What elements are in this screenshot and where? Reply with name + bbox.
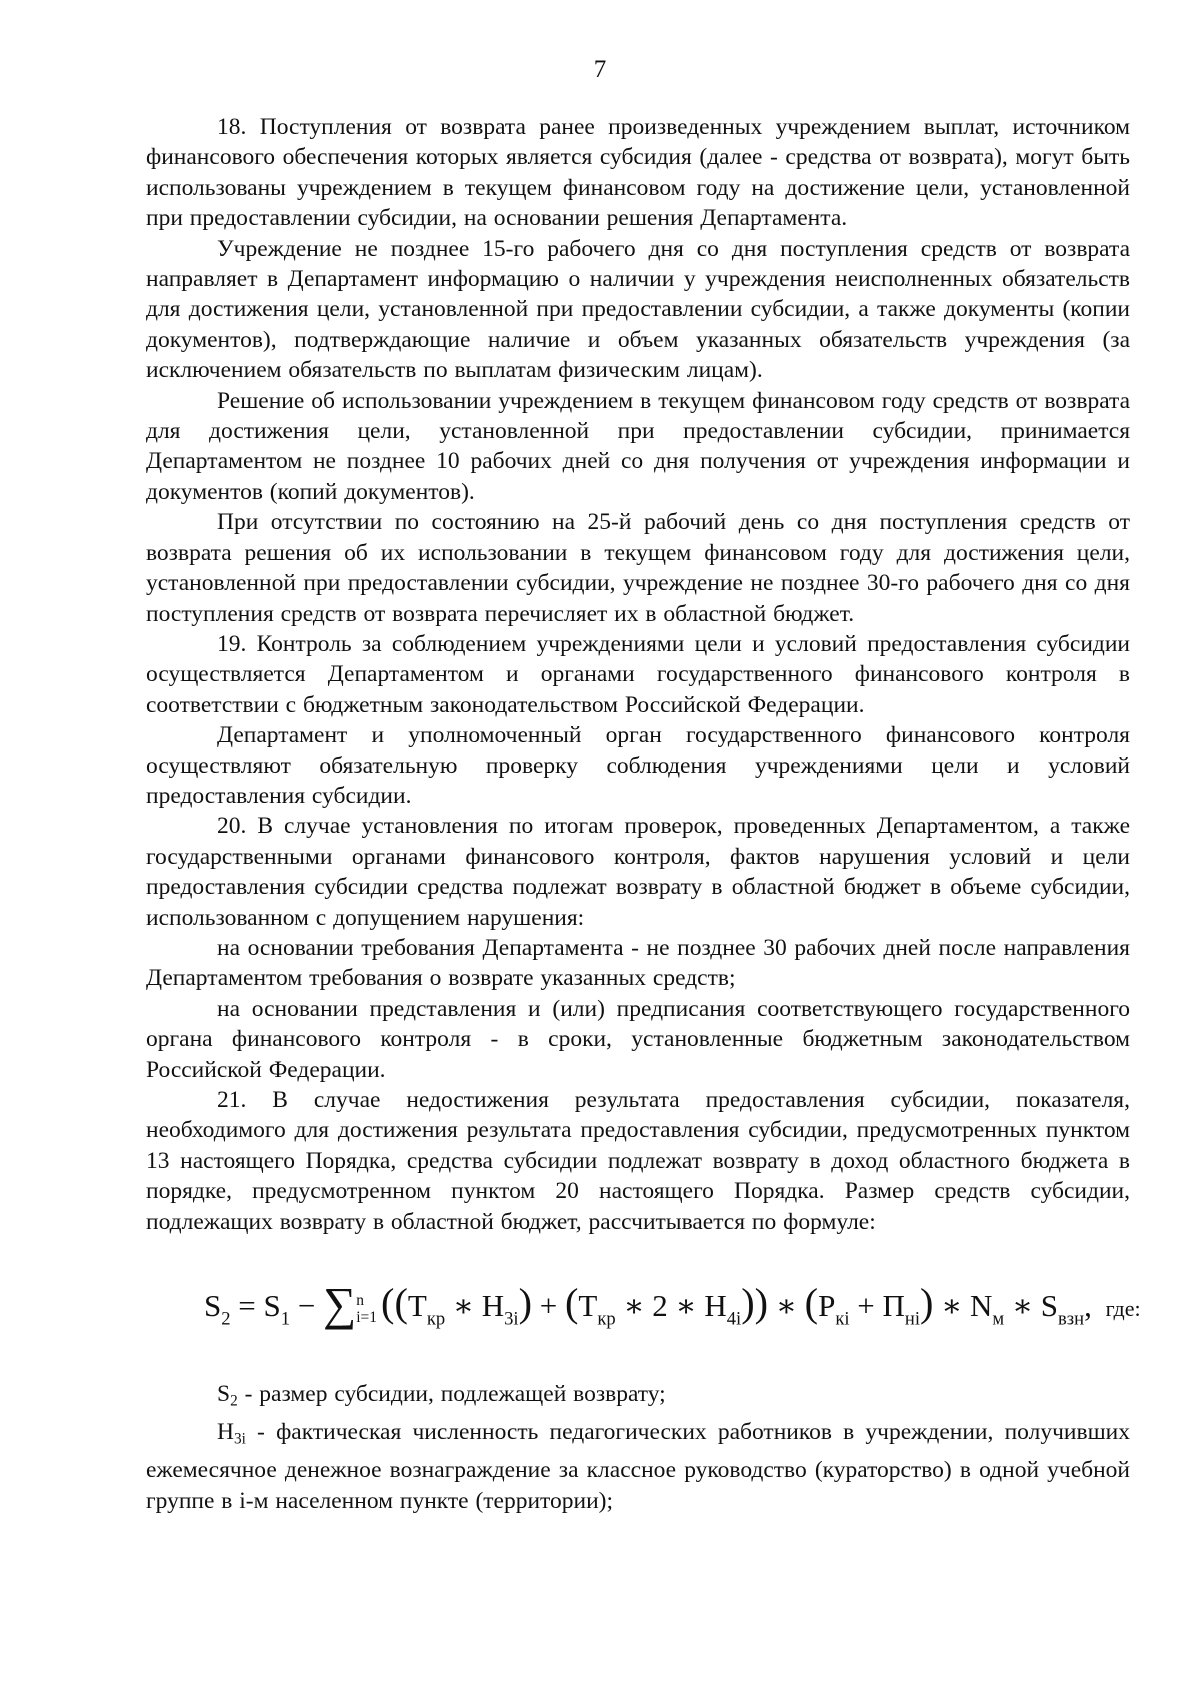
- paragraph-18-decision: Решение об использовании учреждением в текущем финансовом году средств от возврата для достижения цели, установленной при предоставлении субсидии, принимается Департаментом не позднее 10 рабочих дней со дня получения от учреждения информации и документов (копий документов).: [146, 387, 1130, 505]
- document-body: [146, 112, 1141, 1516]
- definition-h3i: $Н_{3i}$ - фактическая численность педагогических работников в учреждении, получивших ежемесячное денежное вознаграждение за классное руководство (кураторство) в одной учебной группе в i-м населенном пункте (территории);: [146, 1419, 1130, 1514]
- definition-s2: $S_2$ - размер субсидии, подлежащей возврату;: [217, 1381, 666, 1410]
- paragraph-20-prescription: на основании представления и (или) предписания соответствующего государственного органа финансового контроля - в сроки, установленные бюджетным законодательством Российской Федерации.: [146, 995, 1130, 1083]
- paragraph-19: 19. Контроль за соблюдением учреждениями цели и условий предоставления субсидии осуществляется Департаментом и органами государственного финансового контроля в соответствии с бюджетным законодательством Российской Федерации.: [146, 630, 1130, 718]
- paragraph-18-notification: Учреждение не позднее 15-го рабочего дня со дня поступления средств от возврата направляет в Департамент информацию о наличии у учреждения неисполненных обязательств для достижения цели, установленной при предоставлении субсидии, а также документы (копии документов), подтверждающие наличие и объем указанных обязательств учреждения (за исключением обязательств по выплатам физическим лицам).: [146, 235, 1130, 384]
- paragraph-20: 20. В случае установления по итогам проверок, проведенных Департаментом, а также государственными органами финансового контроля, фактов нарушения условий и цели предоставления субсидии средства подлежат возврату в областной бюджет в объеме субсидии, использованном с допущением нарушения:: [146, 813, 1130, 931]
- paragraph-21: 21. В случае недостижения результата предоставления субсидии, показателя, необходимого для достижения результата предоставления субсидии, предусмотренных пунктом 13 настоящего Порядка, средства субсидии подлежат возврату в доход областного бюджета в порядке, предусмотренном пунктом 20 настоящего Порядка. Размер средств субсидии, подлежащих возврату в областной бюджет, рассчитывается по формуле:: [146, 1087, 1130, 1235]
- sum-limits: n i=1: [356, 1291, 378, 1326]
- paragraph-19-inspection: Департамент и уполномоченный орган государственного финансового контроля осуществляют обязательную проверку соблюдения учреждениями цели и условий предоставления субсидии.: [146, 722, 1130, 809]
- refund-formula: $S_2 = S_1$ − ∑ n i=1 (($Т_{кр}$ ∗ $Н_{3i}) + (Т_{кр}$ ∗ 2 ∗ $Н_{4i}$)) ∗ $(Р_{кi} + П_{нi})$ ∗ $N_м$ ∗ $S_{взн}$, где:: [204, 1279, 1141, 1331]
- paragraph-20-requirement: на основании требования Департамента - не позднее 30 рабочих дней после направления Департаментом требования о возврате указанных средств;: [146, 934, 1130, 992]
- sum-symbol: ∑: [323, 1279, 357, 1331]
- paragraph-18: 18. Поступления от возврата ранее произведенных учреждением выплат, источником финансового обеспечения которых является субсидия (далее - средства от возврата), могут быть использованы учреждением в текущем финансовом году на достижение цели, установленной при предоставлении субсидии, на основании решения Департамента.: [146, 114, 1130, 232]
- paragraph-18-transfer: При отсутствии по состоянию на 25-й рабочий день со дня поступления средств от возврата решения об их использовании в текущем финансовом году для достижения цели, установленной при предоставлении субсидии, учреждение не позднее 30-го рабочего дня со дня поступления средств от возврата перечисляет их в областной бюджет.: [146, 509, 1130, 627]
- formula-where: где:: [1105, 1296, 1141, 1322]
- page-number: 7: [593, 56, 607, 83]
